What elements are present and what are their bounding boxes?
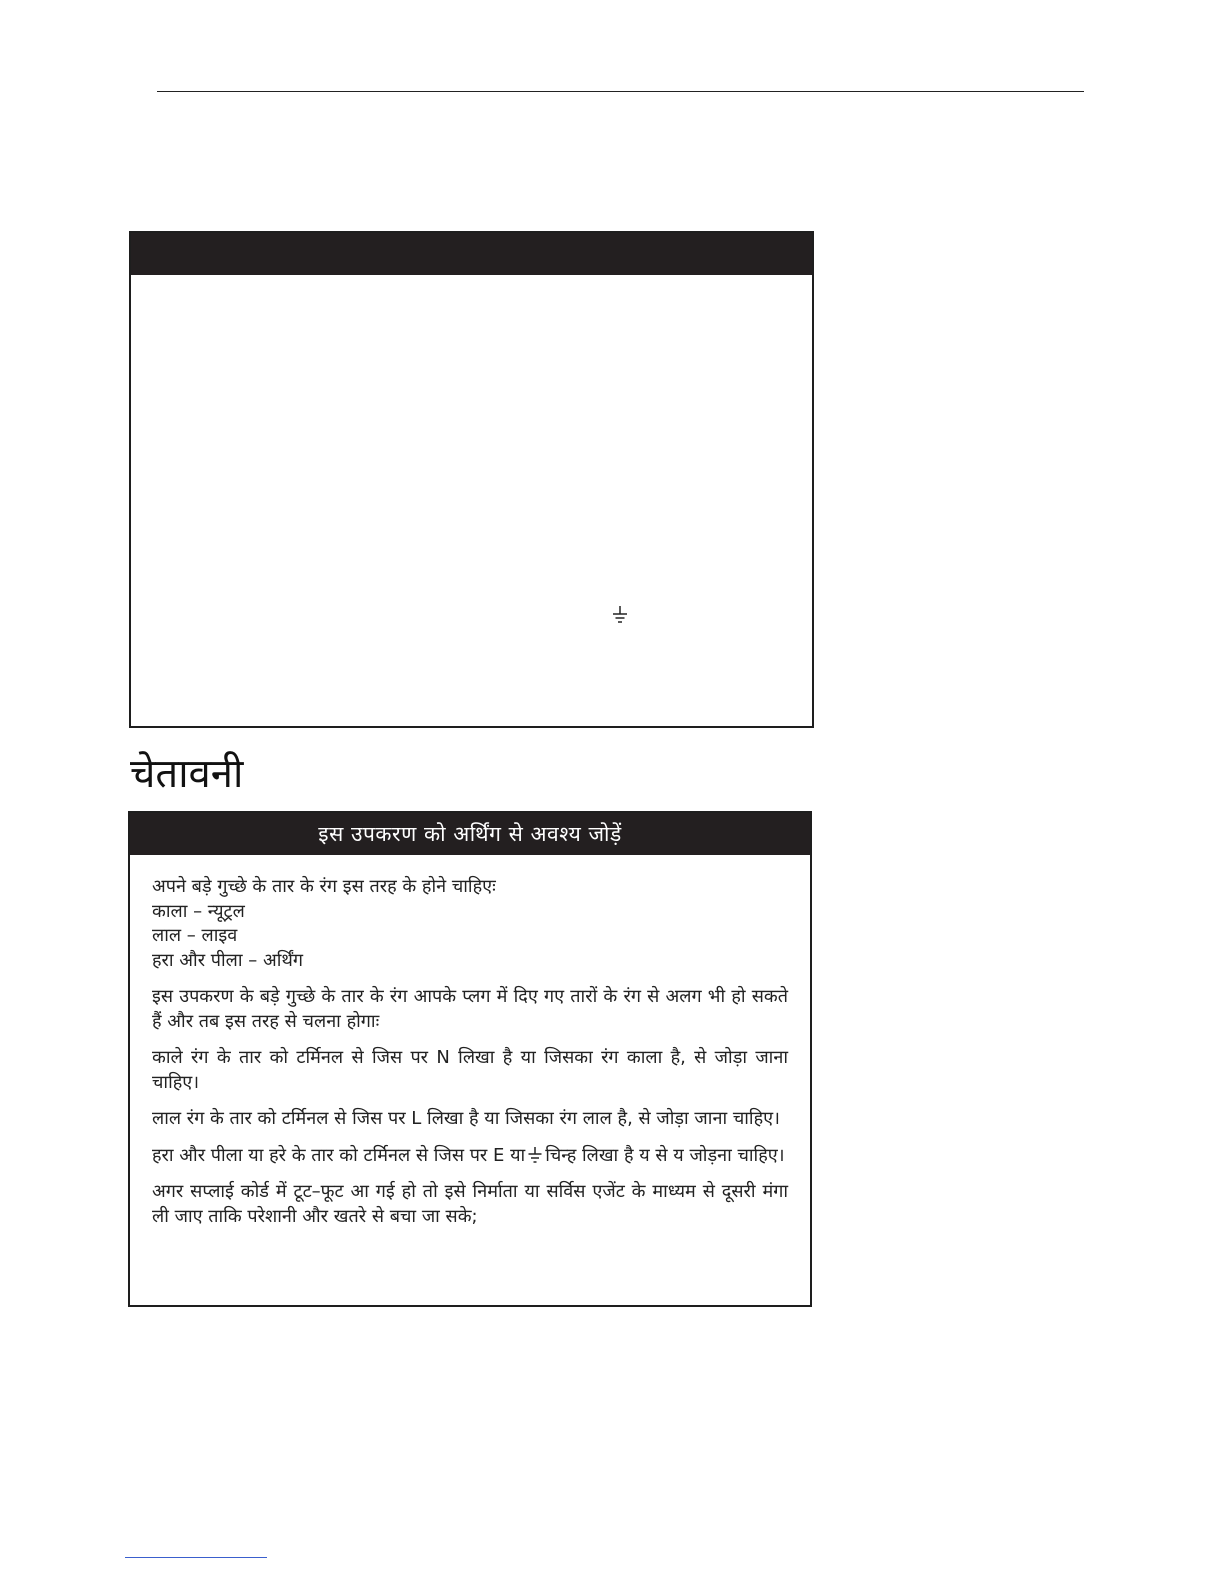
green-yellow-text-end: चिन्ह लिखा है य से य जोड़ना चाहिए। bbox=[545, 1144, 785, 1166]
paragraph-different-colors: इस उपकरण के बड़े गुच्छे के तार के रंग आपके प्लग में दिए गए तारों के रंग से अलग भी हो सकते हैं और तब इस तरह से चलना होगाः bbox=[152, 986, 788, 1032]
color-intro: अपने बड़े गुच्छे के तार के रंग इस तरह के होने चाहिएः bbox=[152, 876, 496, 897]
earth-ground-icon bbox=[611, 605, 629, 625]
header-rule bbox=[157, 91, 1084, 92]
earthing-warning-header: इस उपकरण को अर्थिंग से अवश्य जोड़ें bbox=[130, 813, 810, 855]
warning-box-top-header bbox=[131, 233, 812, 275]
paragraph-black-wire: काले रंग के तार को टर्मिनल से जिस पर N लिखा है या जिसका रंग काला है, से जोड़ा जाना चाहिए। bbox=[152, 1047, 788, 1093]
paragraph-supply-cord: अगर सप्लाई कोर्ड में टूट–फूट आ गई हो तो इसे निर्माता या सर्विस एजेंट के माध्यम से दूसरी मंगा ली जाए ताकि परेशानी और खतरे से बचा जा सके; bbox=[152, 1181, 788, 1227]
earthing-warning-body bbox=[130, 855, 810, 1229]
color-code-live: लाल – लाइव bbox=[152, 925, 238, 946]
earth-symbol-icon bbox=[527, 1146, 543, 1164]
warning-heading: चेतावनी bbox=[130, 751, 244, 797]
green-yellow-text-start: हरा और पीला या हरे के तार को टर्मिनल से जिस पर E या bbox=[152, 1144, 526, 1166]
color-code-neutral: काला – न्यूट्रल bbox=[152, 900, 245, 922]
paragraph-green-yellow-wire bbox=[152, 1144, 788, 1169]
paragraph-red-wire: लाल रंग के तार को टर्मिनल से जिस पर L लिखा है या जिसका रंग लाल है, से जोड़ा जाना चाहिए। bbox=[152, 1108, 780, 1129]
color-code-section bbox=[152, 875, 788, 973]
color-code-earth: हरा और पीला – अर्थिंग bbox=[152, 949, 304, 971]
earthing-warning-box bbox=[128, 811, 812, 1307]
footer-rule bbox=[125, 1557, 267, 1558]
warning-box-top bbox=[129, 231, 814, 728]
